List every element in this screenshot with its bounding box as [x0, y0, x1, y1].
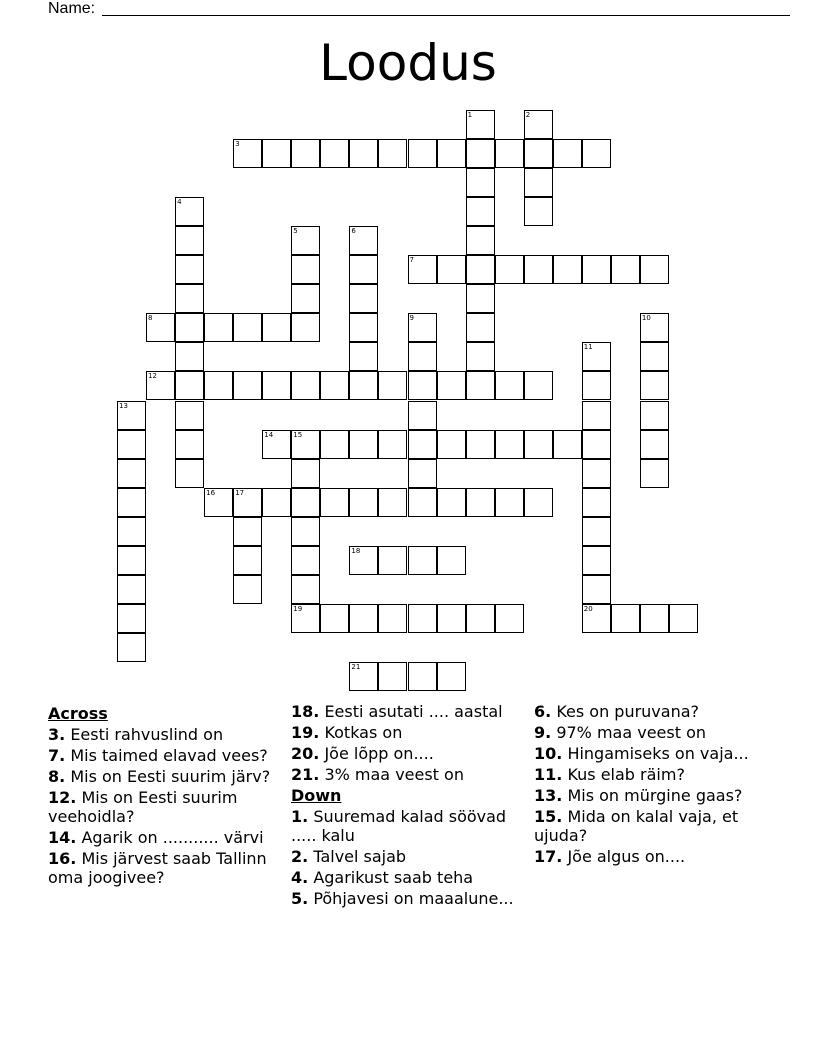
grid-cell[interactable] — [378, 662, 407, 691]
clue-down-11: 11. Kus elab räim? — [534, 765, 685, 784]
grid-cell[interactable] — [437, 255, 466, 284]
grid-cell[interactable] — [349, 342, 378, 371]
cell-number: 9 — [409, 314, 414, 323]
grid-cell[interactable] — [640, 604, 669, 633]
cell-number: 10 — [641, 314, 651, 323]
grid-cell[interactable] — [466, 255, 495, 284]
grid-cell[interactable] — [408, 604, 437, 633]
grid-cell[interactable] — [408, 662, 437, 691]
grid-cell[interactable] — [611, 604, 640, 633]
grid-cell[interactable] — [437, 604, 466, 633]
cell-number: 4 — [177, 198, 182, 207]
grid-cell[interactable] — [175, 313, 204, 342]
cell-number: 16 — [206, 488, 216, 497]
puzzle-title: Loodus — [319, 34, 497, 92]
grid-cell[interactable] — [466, 139, 495, 168]
grid-cell[interactable] — [640, 313, 669, 342]
grid-cell[interactable] — [640, 459, 669, 488]
grid-cell[interactable] — [640, 255, 669, 284]
grid-cell[interactable] — [233, 139, 262, 168]
grid-cell[interactable] — [437, 488, 466, 517]
grid-cell[interactable] — [378, 139, 407, 168]
grid-cell[interactable] — [640, 430, 669, 459]
grid-cell[interactable] — [466, 430, 495, 459]
grid-cell[interactable] — [349, 662, 378, 691]
clue-down-5: 5. Põhjavesi on maaalune... — [291, 889, 514, 908]
cell-number: 3 — [235, 140, 240, 149]
grid-cell[interactable] — [233, 575, 262, 604]
cell-number: 8 — [148, 314, 153, 323]
clue-across-14: 14. Agarik on ........... värvi — [48, 828, 264, 847]
grid-cell[interactable] — [495, 371, 524, 400]
grid-cell[interactable] — [524, 430, 553, 459]
grid-cell[interactable] — [582, 139, 611, 168]
clue-down-1: 1. Suuremad kalad söövad ..... kalu — [291, 807, 507, 845]
grid-cell[interactable] — [117, 488, 146, 517]
grid-cell[interactable] — [349, 430, 378, 459]
grid-cell[interactable] — [117, 401, 146, 430]
grid-cell[interactable] — [233, 371, 262, 400]
cell-number: 5 — [293, 227, 298, 236]
cell-number: 12 — [148, 372, 157, 381]
clue-down-2: 2. Talvel sajab — [291, 847, 407, 866]
grid-cell[interactable] — [262, 430, 291, 459]
grid-cell[interactable] — [553, 139, 582, 168]
grid-cell[interactable] — [408, 401, 437, 430]
grid-cell[interactable] — [117, 517, 146, 546]
grid-cell[interactable] — [466, 488, 495, 517]
grid-cell[interactable] — [408, 546, 437, 575]
clue-across-16: 16. Mis järvest saab Tallinn oma joogivee? — [48, 849, 267, 887]
grid-cell[interactable] — [349, 226, 378, 255]
grid-cell[interactable] — [233, 488, 262, 517]
grid-cell[interactable] — [524, 197, 553, 226]
grid-cell[interactable] — [495, 488, 524, 517]
grid-cell[interactable] — [408, 342, 437, 371]
grid-cell[interactable] — [378, 546, 407, 575]
grid-cell[interactable] — [175, 226, 204, 255]
grid-cell[interactable] — [175, 197, 204, 226]
grid-cell[interactable] — [175, 430, 204, 459]
grid-cell[interactable] — [378, 604, 407, 633]
clue-across-20: 20. Jõe lõpp on.... — [291, 744, 434, 763]
clue-down-6: 6. Kes on puruvana? — [534, 702, 700, 721]
grid-cell[interactable] — [524, 255, 553, 284]
cell-number: 17 — [235, 488, 245, 497]
grid-cell[interactable] — [495, 604, 524, 633]
grid-cell[interactable] — [349, 284, 378, 313]
grid-cell[interactable] — [320, 488, 349, 517]
grid-cell[interactable] — [437, 662, 466, 691]
grid-cell[interactable] — [233, 546, 262, 575]
grid-cell[interactable] — [611, 255, 640, 284]
grid-cell[interactable] — [291, 255, 320, 284]
grid-cell[interactable] — [117, 459, 146, 488]
grid-cell[interactable] — [320, 139, 349, 168]
grid-cell[interactable] — [262, 139, 291, 168]
grid-cell[interactable] — [117, 604, 146, 633]
grid-cell[interactable] — [466, 197, 495, 226]
grid-cell[interactable] — [437, 546, 466, 575]
grid-cell[interactable] — [495, 139, 524, 168]
cell-number: 15 — [293, 430, 303, 439]
grid-cell[interactable] — [466, 110, 495, 139]
clue-down-17: 17. Jõe algus on.... — [534, 847, 686, 866]
clue-across-19: 19. Kotkas on — [291, 723, 403, 742]
grid-cell[interactable] — [408, 139, 437, 168]
grid-cell[interactable] — [582, 255, 611, 284]
grid-cell[interactable] — [175, 401, 204, 430]
grid-cell[interactable] — [320, 371, 349, 400]
grid-cell[interactable] — [262, 313, 291, 342]
clue-across-12: 12. Mis on Eesti suurim veehoidla? — [48, 788, 238, 826]
grid-cell[interactable] — [640, 401, 669, 430]
grid-cell[interactable] — [175, 255, 204, 284]
grid-cell[interactable] — [582, 401, 611, 430]
grid-cell[interactable] — [582, 546, 611, 575]
grid-cell[interactable] — [117, 633, 146, 662]
grid-cell[interactable] — [582, 488, 611, 517]
grid-cell[interactable] — [582, 371, 611, 400]
grid-cell[interactable] — [204, 313, 233, 342]
cell-number: 11 — [583, 343, 593, 352]
across-heading: Across — [48, 704, 108, 723]
grid-cell[interactable] — [349, 604, 378, 633]
grid-cell[interactable] — [320, 430, 349, 459]
grid-cell[interactable] — [291, 488, 320, 517]
clue-down-13: 13. Mis on mürgine gaas? — [534, 786, 743, 805]
grid-cell[interactable] — [233, 517, 262, 546]
down-heading: Down — [291, 786, 342, 805]
grid-cell[interactable] — [291, 459, 320, 488]
grid-cell[interactable] — [349, 255, 378, 284]
cell-number: 20 — [583, 604, 593, 613]
name-label: Name: — [48, 0, 96, 17]
clue-column-3 — [534, 702, 770, 868]
grid-cell[interactable] — [291, 226, 320, 255]
grid-cell[interactable] — [349, 371, 378, 400]
clue-column-2 — [291, 702, 523, 910]
clue-across-21: 21. 3% maa veest on — [291, 765, 464, 784]
grid-cell[interactable] — [408, 313, 437, 342]
grid-cell[interactable] — [408, 430, 437, 459]
grid-cell[interactable] — [553, 255, 582, 284]
clue-across-8: 8. Mis on Eesti suurim järv? — [48, 767, 271, 786]
cell-number: 6 — [351, 227, 356, 236]
grid-cell[interactable] — [437, 139, 466, 168]
grid-cell[interactable] — [262, 488, 291, 517]
grid-cell[interactable] — [175, 371, 204, 400]
grid-cell[interactable] — [553, 430, 582, 459]
grid-cell[interactable] — [291, 430, 320, 459]
grid-cell[interactable] — [117, 430, 146, 459]
clue-down-4: 4. Agarikust saab teha — [291, 868, 474, 887]
grid-cell[interactable] — [640, 342, 669, 371]
grid-cell[interactable] — [524, 168, 553, 197]
grid-cell[interactable] — [175, 459, 204, 488]
grid-cell[interactable] — [233, 313, 262, 342]
grid-cell[interactable] — [640, 371, 669, 400]
clue-down-10: 10. Hingamiseks on vaja... — [534, 744, 749, 763]
grid-cell[interactable] — [466, 284, 495, 313]
grid-cell[interactable] — [524, 371, 553, 400]
grid-cell[interactable] — [466, 342, 495, 371]
grid-cell[interactable] — [582, 342, 611, 371]
grid-cell[interactable] — [524, 110, 553, 139]
grid-cell[interactable] — [291, 284, 320, 313]
clue-down-15: 15. Mida on kalal vaja, et ujuda? — [534, 807, 739, 845]
grid-cell[interactable] — [291, 139, 320, 168]
grid-cell[interactable] — [437, 371, 466, 400]
clue-across-3: 3. Eesti rahvuslind on — [48, 725, 224, 744]
grid-cell[interactable] — [349, 313, 378, 342]
grid-cell[interactable] — [262, 371, 291, 400]
grid-cell[interactable] — [146, 313, 175, 342]
grid-cell[interactable] — [349, 488, 378, 517]
grid-cell[interactable] — [349, 139, 378, 168]
grid-cell[interactable] — [466, 371, 495, 400]
grid-cell[interactable] — [582, 517, 611, 546]
grid-cell[interactable] — [378, 430, 407, 459]
grid-cell[interactable] — [117, 575, 146, 604]
grid-cell[interactable] — [466, 313, 495, 342]
cell-number: 7 — [409, 256, 414, 265]
grid-cell[interactable] — [175, 342, 204, 371]
cell-number: 1 — [467, 111, 473, 119]
cell-number: 18 — [351, 546, 361, 555]
cell-number: 14 — [264, 430, 274, 439]
clue-column-1 — [48, 702, 280, 889]
grid-cell[interactable] — [291, 313, 320, 342]
grid-cell[interactable] — [175, 284, 204, 313]
grid-cell[interactable] — [495, 430, 524, 459]
grid-cell[interactable] — [437, 430, 466, 459]
grid-cell[interactable] — [408, 459, 437, 488]
grid-cell[interactable] — [320, 604, 349, 633]
grid-cell[interactable] — [408, 371, 437, 400]
clue-across-18: 18. Eesti asutati .... aastal — [291, 702, 503, 721]
grid-cell[interactable] — [524, 139, 553, 168]
grid-cell[interactable] — [204, 371, 233, 400]
grid-cell[interactable] — [117, 546, 146, 575]
cell-number: 19 — [293, 604, 303, 613]
cell-number: 2 — [525, 111, 531, 119]
clue-across-7: 7. Mis taimed elavad vees? — [48, 746, 268, 765]
grid-cell[interactable] — [291, 575, 320, 604]
grid-cell[interactable] — [524, 488, 553, 517]
grid-cell[interactable] — [466, 226, 495, 255]
grid-cell[interactable] — [291, 604, 320, 633]
grid-cell[interactable] — [408, 488, 437, 517]
cell-number: 13 — [119, 401, 128, 410]
grid-cell[interactable] — [291, 371, 320, 400]
grid-cell[interactable] — [582, 430, 611, 459]
cell-number: 21 — [351, 662, 361, 671]
grid-cell[interactable] — [291, 546, 320, 575]
grid-cell[interactable] — [378, 371, 407, 400]
grid-cell[interactable] — [466, 604, 495, 633]
grid-cell[interactable] — [204, 488, 233, 517]
clue-down-9: 9. 97% maa veest on — [534, 723, 707, 742]
grid-cell[interactable] — [582, 604, 611, 633]
grid-cell[interactable] — [495, 255, 524, 284]
grid-cell[interactable] — [146, 371, 175, 400]
grid-cell[interactable] — [582, 459, 611, 488]
grid-cell[interactable] — [349, 546, 378, 575]
grid-cell[interactable] — [582, 575, 611, 604]
grid-cell[interactable] — [669, 604, 698, 633]
grid-cell[interactable] — [466, 168, 495, 197]
grid-cell[interactable] — [378, 488, 407, 517]
grid-cell[interactable] — [291, 517, 320, 546]
grid-cell[interactable] — [408, 255, 437, 284]
